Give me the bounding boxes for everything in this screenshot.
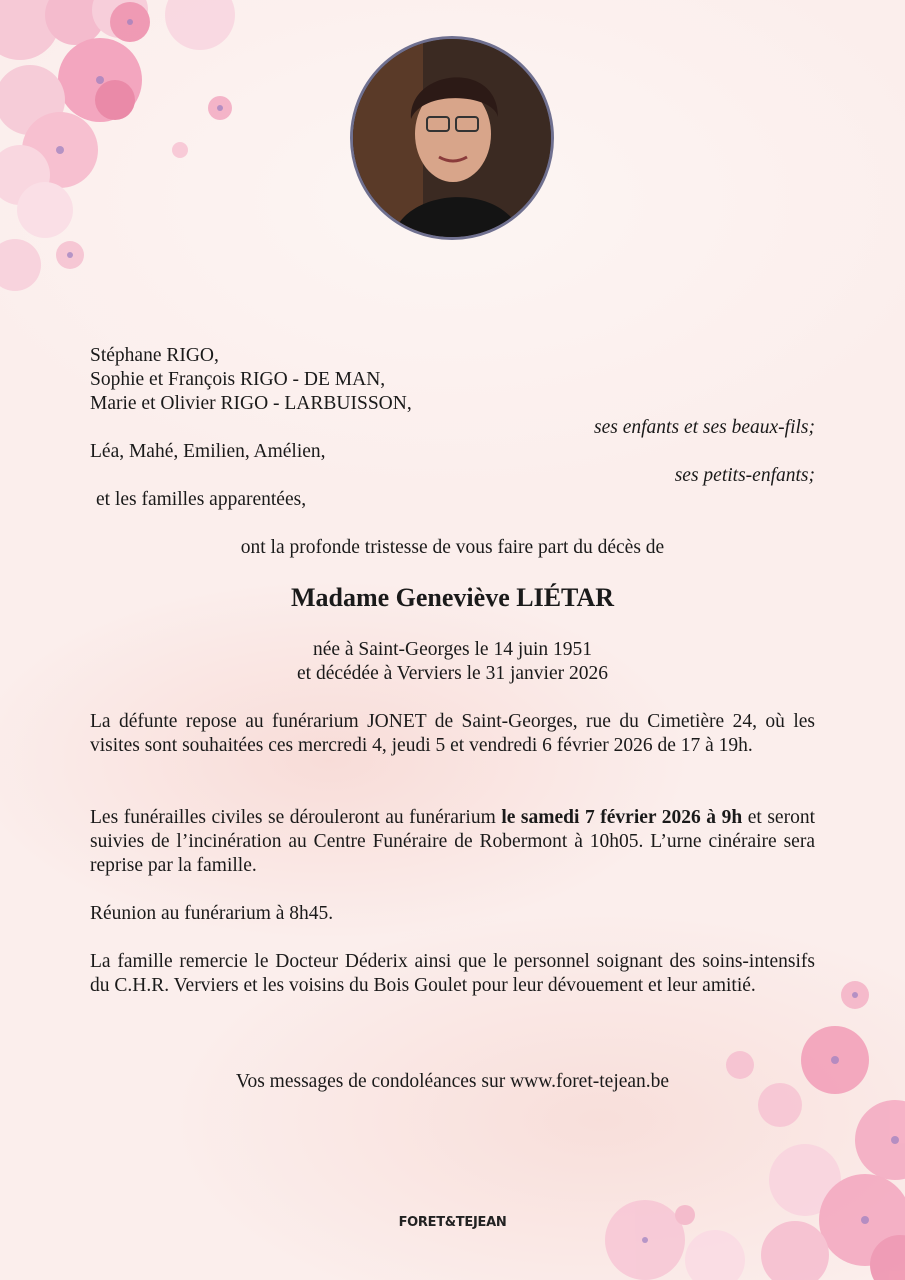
funeral-home-logo: FORET&TEJEAN [398,1215,507,1230]
floral-decoration-top-left [0,0,270,310]
announcement: ont la profonde tristesse de vous faire part du décès de [240,537,665,558]
family-list [90,344,815,512]
funeral-text-before: Les funérailles civiles se dérouleront au funérarium [90,807,496,828]
portrait-photo [350,36,554,240]
family-child-1: Stéphane RIGO, [90,345,219,366]
condolences-link[interactable]: Vos messages de condoléances sur www.foret-tejean.be [235,1071,670,1092]
children-role: ses enfants et ses beaux-fils; [594,417,815,438]
funeral-paragraph [90,806,815,878]
birth-death-dates [90,638,815,686]
floral-decoration-bottom-right [565,980,905,1280]
meeting-paragraph: Réunion au funérarium à 8h45. [90,903,334,924]
death-line: et décédée à Verviers le 31 janvier 2026 [297,663,608,684]
funeral-date: le samedi 7 février 2026 à 9h [501,807,743,828]
grandchildren: Léa, Mahé, Emilien, Amélien, [90,441,326,462]
funeral-text-after: et seront suivies de l’incinération au Centre Funéraire de Robermont à 10h05. L’urne cinéraire sera reprise par la famille. [90,807,815,876]
birth-line: née à Saint-Georges le 14 juin 1951 [312,639,593,660]
thanks-paragraph: La famille remercie le Docteur Déderix ainsi que le personnel soignant des soins-intensifs du C.H.R. Verviers et les voisins du Bois Goulet pour leur dévouement et leur amitié. [90,951,815,996]
family-child-2: Sophie et François RIGO - DE MAN, [90,369,386,390]
deceased-name: Madame Geneviève LIÉTAR [290,583,615,612]
rest-paragraph: La défunte repose au funérarium JONET de Saint-Georges, rue du Cimetière 24, où les visites sont souhaitées ces mercredi 4, jeudi 5 et vendredi 6 février 2026 de 17 à 19h. [90,711,815,756]
family-child-3: Marie et Olivier RIGO - LARBUISSON, [90,393,412,414]
grandchildren-role: ses petits-enfants; [674,465,815,486]
relatives: et les familles apparentées, [96,489,307,510]
